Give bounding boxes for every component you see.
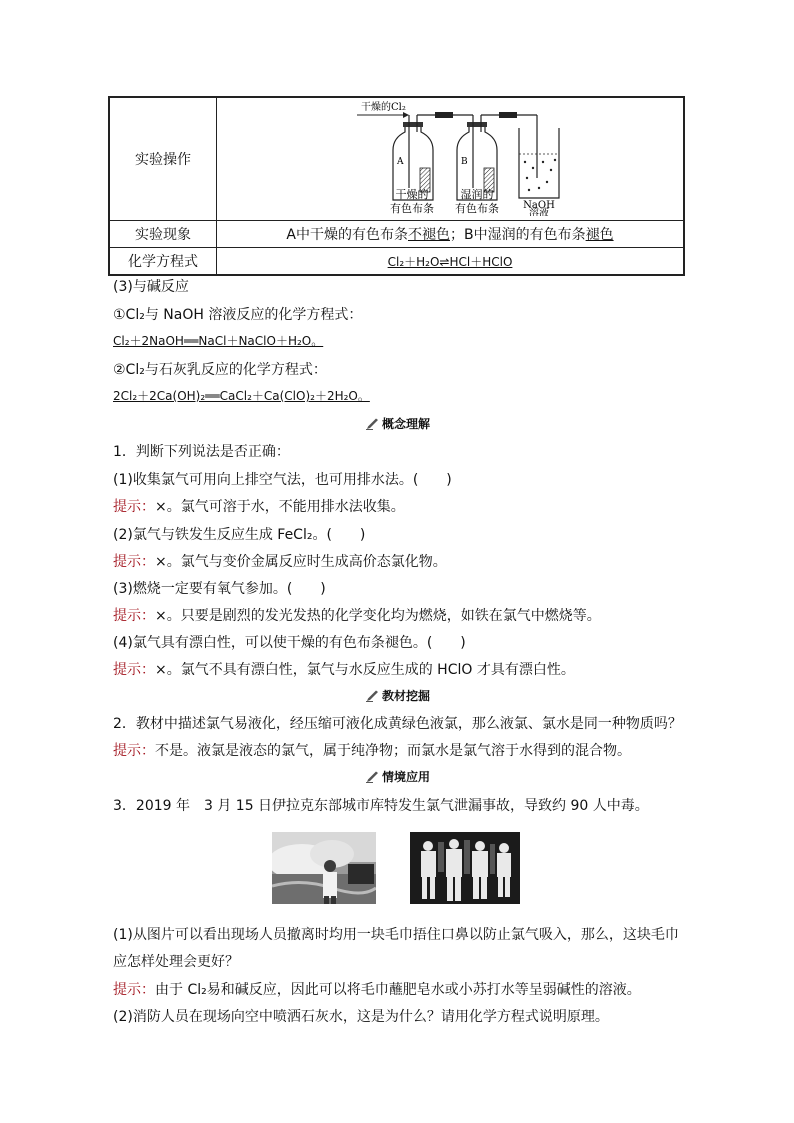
alkali-q1: ①Cl₂与 NaOH 溶液反应的化学方程式： [113,307,363,323]
photo-smoke-scene [272,832,376,904]
hint-label: 提示： [113,662,155,678]
alkali-eq1: Cl₂＋2NaOH══NaCl＋NaClO＋H₂O。 [113,334,324,348]
caption-c-line2: 溶液 [529,208,549,216]
section-concept [366,415,430,432]
q1-item2-question: (2)氯气与铁发生反应生成 FeCl₂。( ) [113,527,366,543]
q1-item4-question: (4)氯气具有漂白性，可以使干燥的有色布条褪色。( ) [113,635,466,651]
q2-hint [113,740,631,760]
label-operation: 实验操作 [109,97,217,221]
hint-text: ×。氯气可溶于水，不能用排水法收集。 [155,499,405,515]
q1-item1-question: (1)收集氯气可用向上排空气法，也可用排水法。( ) [113,472,452,488]
label-equation: 化学方程式 [109,248,217,276]
phenomenon-b-result: 褪色 [585,227,614,243]
bottle-b-label: B [461,157,468,167]
section-textbook [366,687,430,704]
q3-sub1-hint [113,979,641,999]
solution-bubbles [524,159,556,191]
phenomenon-a: A中干燥的有色布条 [286,227,408,243]
q1-item3-hint [113,605,601,625]
section-scenario [366,768,430,785]
hint-text: 由于 Cl₂易和碱反应，因此可以将毛巾蘸肥皂水或小苏打水等呈弱碱性的溶液。 [155,982,641,998]
q1-item4-hint [113,659,575,679]
section-textbook-title: 教材挖掘 [382,689,431,703]
caption-a-line2: 有色布条 [390,202,434,215]
caption-c-line1: NaOH [523,200,555,211]
hint-label: 提示： [113,499,155,515]
q3-sub1-line2: 应怎样处理会更好？ [113,954,239,970]
hint-label: 提示： [113,982,155,998]
hint-label: 提示： [113,608,155,624]
hint-text: ×。氯气与变价金属反应时生成高价态氯化物。 [155,554,447,570]
hint-text: ×。氯气不具有漂白性，氯气与水反应生成的 HClO 才具有漂白性。 [155,662,575,678]
caption-b-line2: 有色布条 [455,202,499,215]
q2-title: 2．教材中描述氯气易液化，经压缩可液化成黄绿色液氯，那么液氯、氯水是同一种物质吗？ [113,716,682,732]
hint-label: 提示： [113,743,155,759]
apparatus-cell [217,97,685,221]
phenomenon-a-result: 不褪色 [407,227,450,243]
hint-label: 提示： [113,554,155,570]
hint-text: ×。只要是剧烈的发光发热的化学变化均为燃烧，如铁在氯气中燃烧等。 [155,608,601,624]
section-scenario-title: 情境应用 [382,770,431,784]
section-concept-title: 概念理解 [382,417,431,431]
alkali-heading: (3)与碱反应 [113,279,189,295]
gas-label: 干燥的Cl₂ [361,102,406,113]
apparatus-diagram [217,98,683,216]
q3-sub2: (2)消防人员在现场向空中喷洒石灰水，这是为什么？请用化学方程式说明原理。 [113,1009,609,1025]
q1-item3-question: (3)燃烧一定要有氧气参加。( ) [113,581,326,597]
experiment-table [108,96,685,276]
alkali-eq2: 2Cl₂＋2Ca(OH)₂══CaCl₂＋Ca(ClO)₂＋2H₂O。 [113,389,370,403]
label-phenomenon: 实验现象 [109,221,217,248]
bottle-a-label: A [397,157,404,167]
equation-text: Cl₂＋H₂O⇌HCl＋HClO [387,254,513,269]
phenomenon-cell [217,221,685,248]
phenomenon-b: B中湿润的有色布条 [463,227,586,243]
q3-title: 3．2019 年 3 月 15 日伊拉克东部城市库特发生氯气泄漏事故，导致约 90 人中毒。 [113,798,649,814]
caption-b-line1: 湿润的 [460,188,494,201]
equation-cell [217,248,685,276]
q1-item2-hint [113,551,447,571]
q1-item1-hint [113,496,405,516]
caption-a-line1: 干燥的 [395,188,429,201]
phenomenon-separator: ； [449,227,464,243]
q1-title: 1．判断下列说法是否正确： [113,444,290,460]
pen-icon [366,418,380,430]
photo-evacuation-scene [410,832,520,904]
pen-icon [366,690,380,702]
alkali-q2: ②Cl₂与石灰乳反应的化学方程式： [113,362,327,378]
pen-icon [366,771,380,783]
hint-text: 不是。液氯是液态的氯气，属于纯净物；而氯水是氯气溶于水得到的混合物。 [155,743,631,759]
q3-sub1-line1: (1)从图片可以看出现场人员撤离时均用一块毛巾捂住口鼻以防止氯气吸入，那么，这块毛巾 [113,927,679,943]
